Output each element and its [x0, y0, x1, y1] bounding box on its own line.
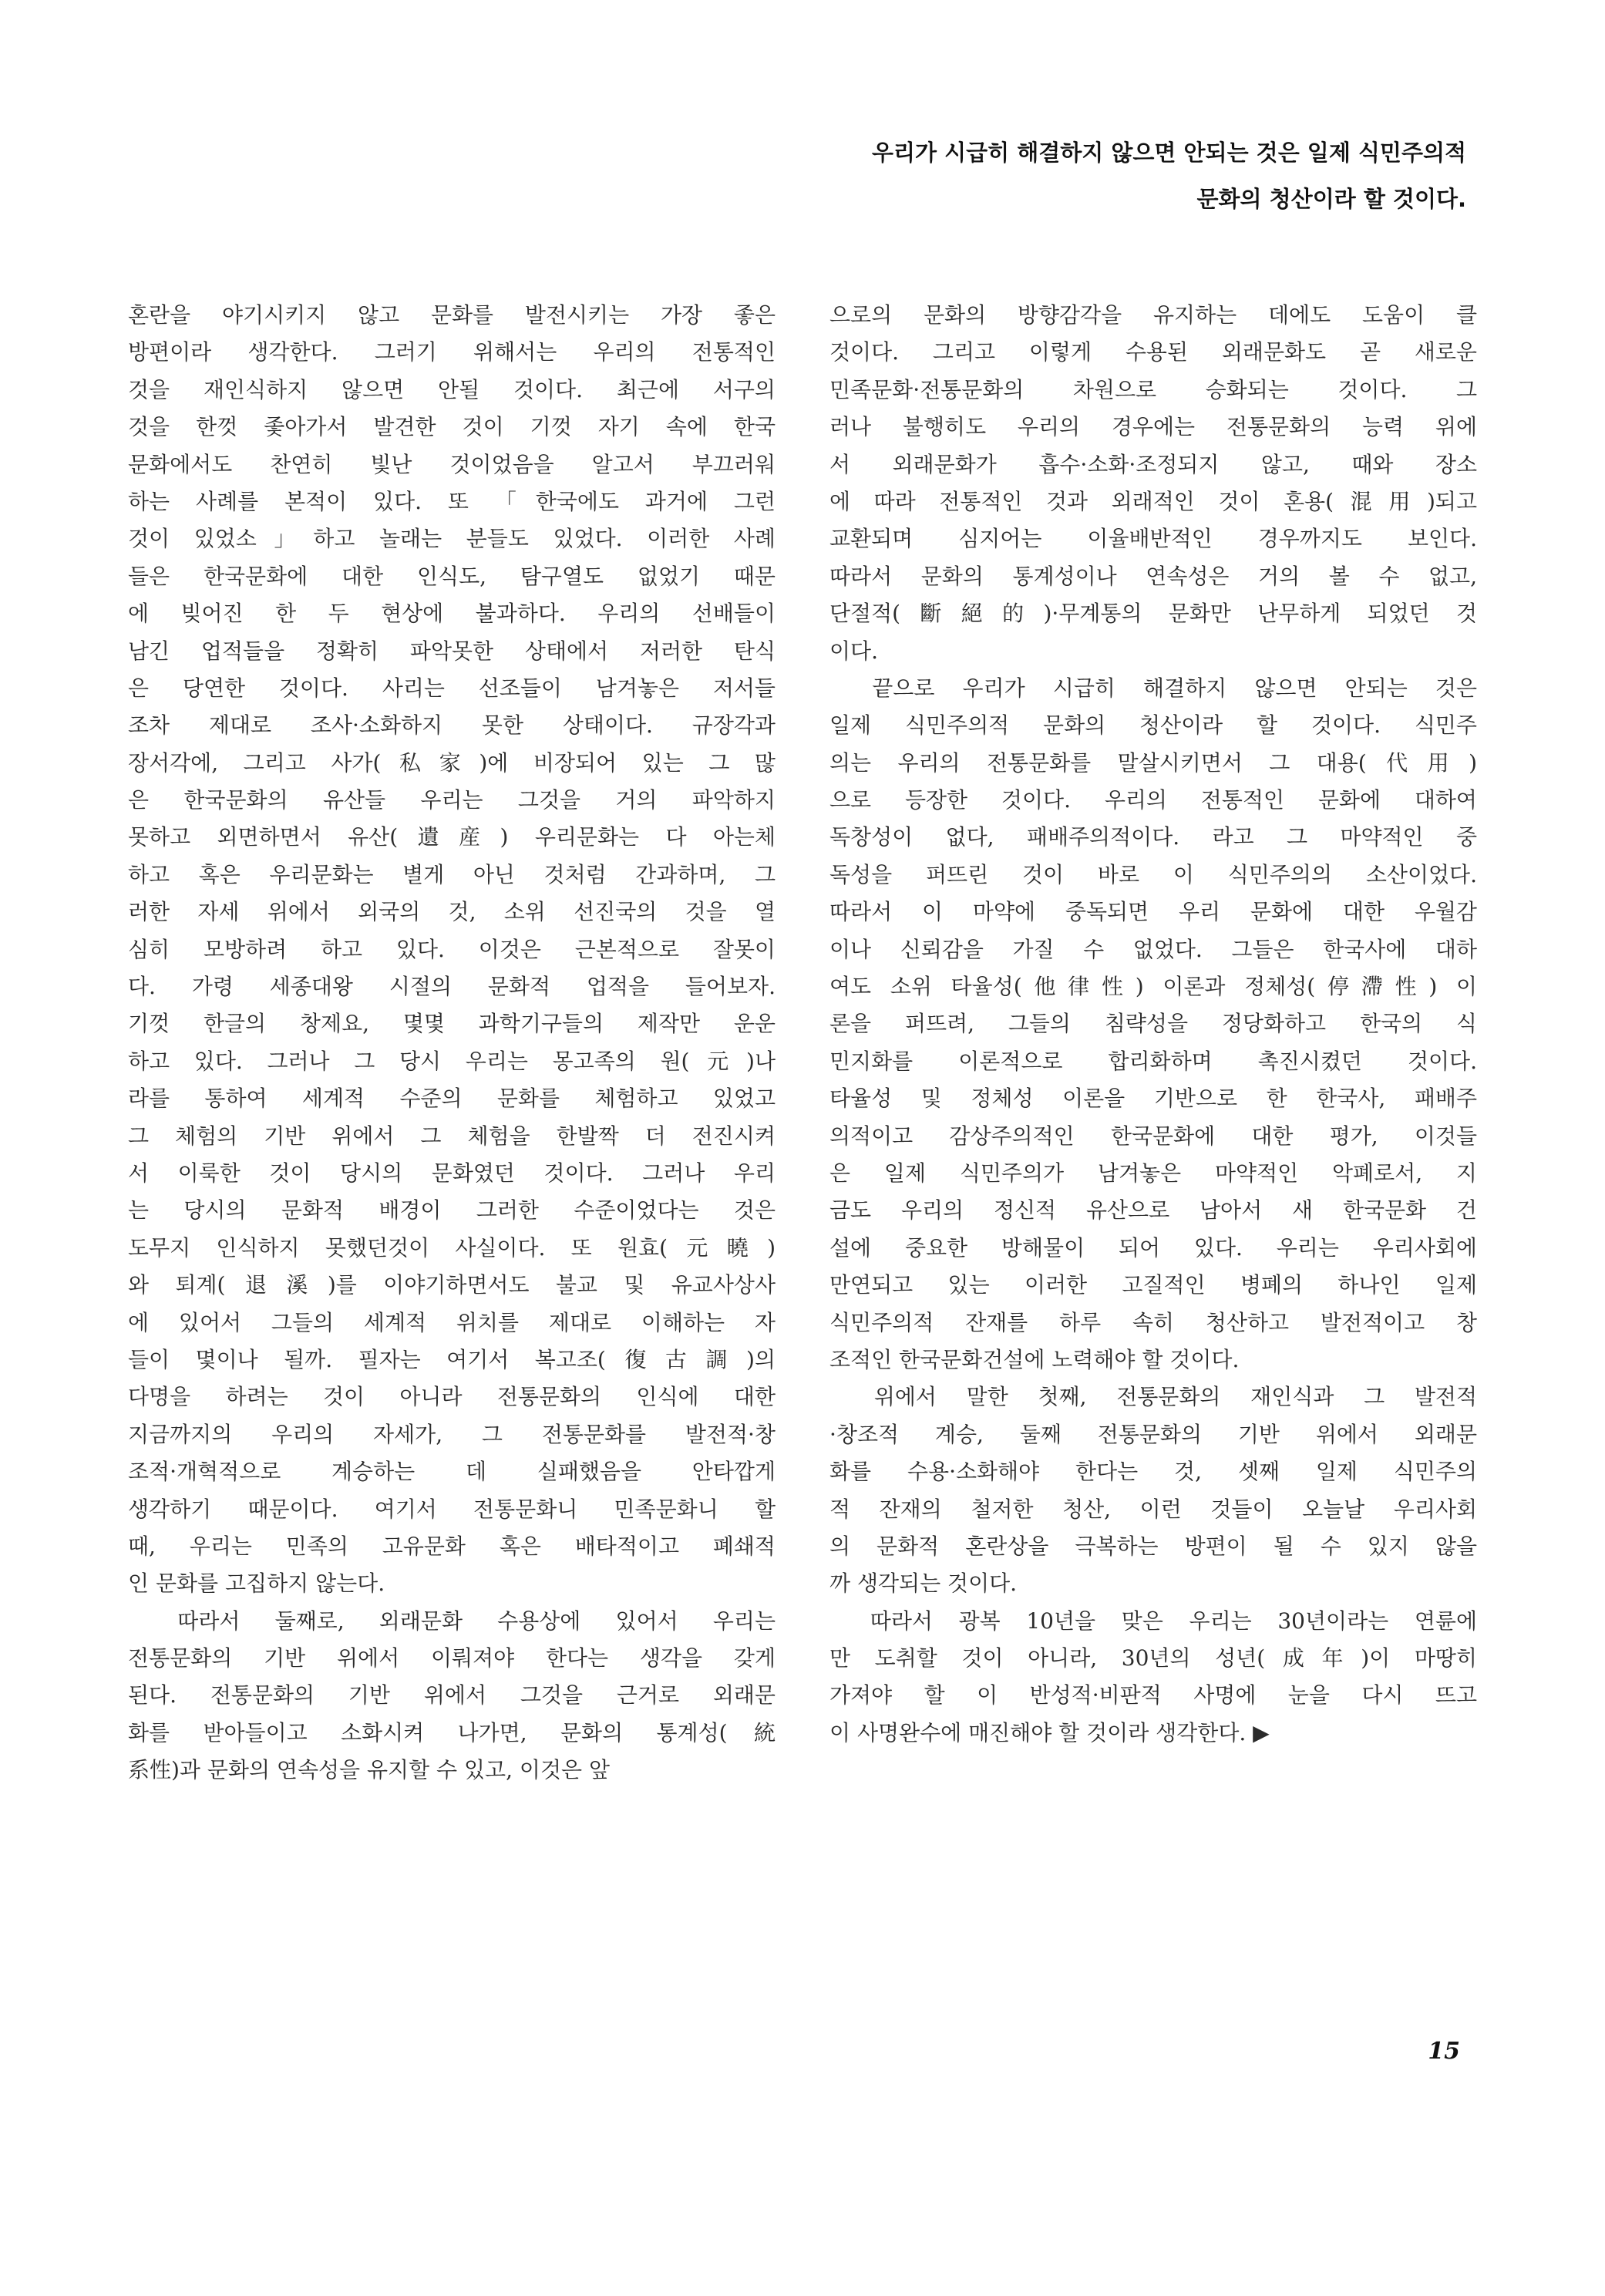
text-line: 하는 사례를 본적이 있다. 또 「한국에도 과거에 그런	[128, 488, 776, 514]
text-line: 하고 있다. 그러나 그 당시 우리는 몽고족의 원(元)나	[128, 1048, 776, 1074]
text-line: 민지화를 이론적으로 합리화하며 촉진시켰던 것이다.	[829, 1048, 1477, 1074]
text-line: 가져야 할 이 반성적·비판적 사명에 눈을 다시 뜨고	[829, 1682, 1477, 1709]
text-line: 론을 퍼뜨려, 그들의 침략성을 정당화하고 한국의 식	[829, 1011, 1477, 1037]
text-line: 일제 식민주의적 문화의 청산이라 할 것이다. 식민주	[829, 712, 1477, 739]
text-line: 것이 있었소」하고 놀래는 분들도 있었다. 이러한 사례	[128, 526, 776, 552]
text-line: 인 문화를 고집하지 않는다.	[128, 1571, 385, 1597]
text-line: 장서각에, 그리고 사가(私家)에 비장되어 있는 그 많	[128, 749, 776, 776]
text-line: 전통문화의 기반 위에서 이뤄져야 한다는 생각을 갖게	[128, 1645, 776, 1672]
text-line: 은 한국문화의 유산들 우리는 그것을 거의 파악하지	[128, 787, 776, 813]
text-line: 의는 우리의 전통문화를 말살시키면서 그 대용(代用)	[829, 749, 1477, 776]
text-line: 하고 혹은 우리문화는 별게 아닌 것처럼 간과하며, 그	[128, 861, 776, 887]
text-line: 들은 한국문화에 대한 인식도, 탐구열도 없었기 때문	[128, 563, 776, 589]
pull-quote	[618, 130, 1466, 222]
text-line: 기껏 한글의 창제요, 몇몇 과학기구들의 제작만 운운	[128, 1011, 776, 1037]
text-line: 것이다. 그리고 이렇게 수용된 외래문화도 곧 새로운	[829, 339, 1477, 365]
text-line: 적 잔재의 철저한 청산, 이런 것들이 오늘날 우리사회	[829, 1496, 1477, 1522]
left-text-column	[128, 297, 776, 1789]
text-line: 은 당연한 것이다. 사리는 선조들이 남겨놓은 저서들	[128, 675, 776, 701]
text-line: 조차 제대로 조사·소화하지 못한 상태이다. 규장각과	[128, 712, 776, 739]
text-line: 에 따라 전통적인 것과 외래적인 것이 혼용(混用)되고	[829, 488, 1477, 514]
text-line: 혼란을 야기시키지 않고 문화를 발전시키는 가장 좋은	[128, 302, 776, 328]
text-line: 러한 자세 위에서 외국의 것, 소위 선진국의 것을 열	[128, 899, 776, 925]
text-line: 된다. 전통문화의 기반 위에서 그것을 근거로 외래문	[128, 1682, 776, 1709]
text-line: 화를 받아들이고 소화시켜 나가면, 문화의 통계성(統	[128, 1719, 776, 1746]
text-line: 생각하기 때문이다. 여기서 전통문화니 민족문화니 할	[128, 1496, 776, 1522]
right-text-column	[829, 297, 1477, 1752]
text-line: 다명을 하려는 것이 아니라 전통문화의 인식에 대한	[128, 1384, 776, 1410]
text-line: 러나 불행히도 우리의 경우에는 전통문화의 능력 위에	[829, 414, 1477, 440]
text-line: 여도 소위 타율성(他律性) 이론과 정체성(停滯性) 이	[829, 974, 1477, 1000]
text-line: 것을 한껏 좇아가서 발견한 것이 기껏 자기 속에 한국	[128, 414, 776, 440]
text-line: 따라서 이 마약에 중독되면 우리 문화에 대한 우월감	[829, 899, 1477, 925]
text-line: 서 이룩한 것이 당시의 문화였던 것이다. 그러나 우리	[128, 1160, 776, 1186]
text-line: 의적이고 감상주의적인 한국문화에 대한 평가, 이것들	[829, 1123, 1477, 1149]
text-line: 다. 가령 세종대왕 시절의 문화적 업적을 들어보자.	[128, 974, 776, 1000]
text-line: 만 도취할 것이 아니라, 30년의 성년(成年)이 마땅히	[829, 1645, 1477, 1672]
text-line: 교환되며 심지어는 이율배반적인 경우까지도 보인다.	[829, 526, 1477, 552]
text-line: 와 퇴계(退溪)를 이야기하면서도 불교 및 유교사상사	[128, 1272, 776, 1298]
text-line: 조적·개혁적으로 계승하는 데 실패했음을 안타깝게	[128, 1459, 776, 1485]
pull-quote-line-2: 문화의 청산이라 할 것이다.	[1196, 186, 1466, 212]
text-line: 독성을 퍼뜨린 것이 바로 이 식민주의의 소산이었다.	[829, 861, 1477, 887]
text-line: 에 있어서 그들의 세계적 위치를 제대로 이해하는 자	[128, 1309, 776, 1335]
text-line: 조적인 한국문화건설에 노력해야 할 것이다.	[829, 1346, 1240, 1372]
text-line: 따라서 둘째로, 외래문화 수용상에 있어서 우리는	[128, 1608, 776, 1634]
text-line: 문화에서도 찬연히 빛난 것이었음을 알고서 부끄러워	[128, 451, 776, 477]
text-line: 것을 재인식하지 않으면 안될 것이다. 최근에 서구의	[128, 376, 776, 402]
text-line: 으로 등장한 것이다. 우리의 전통적인 문화에 대하여	[829, 787, 1477, 813]
page-number: 15	[1428, 2038, 1460, 2065]
text-line: 남긴 업적들을 정확히 파악못한 상태에서 저러한 탄식	[128, 638, 776, 664]
text-line: 화를 수용·소화해야 한다는 것, 셋째 일제 식민주의	[829, 1459, 1477, 1485]
text-line: 으로의 문화의 방향감각을 유지하는 데에도 도움이 클	[829, 302, 1477, 328]
text-line: 이다.	[829, 638, 878, 664]
text-line: 는 당시의 문화적 배경이 그러한 수준이었다는 것은	[128, 1197, 776, 1224]
text-line: 서 외래문화가 흡수·소화·조정되지 않고, 때와 장소	[829, 451, 1477, 477]
text-line: 끝으로 우리가 시급히 해결하지 않으면 안되는 것은	[829, 675, 1477, 701]
text-line: 만연되고 있는 이러한 고질적인 병폐의 하나인 일제	[829, 1272, 1477, 1298]
text-line: 도무지 인식하지 못했던것이 사실이다. 또 원효(元曉)	[128, 1234, 776, 1261]
text-line: 까 생각되는 것이다.	[829, 1571, 1018, 1597]
text-line: 단절적(斷絕的)·무계통의 문화만 난무하게 되었던 것	[829, 601, 1477, 627]
pull-quote-line-1: 우리가 시급히 해결하지 않으면 안되는 것은 일제 식민주의적	[871, 140, 1466, 166]
text-line: 식민주의적 잔재를 하루 속히 청산하고 발전적이고 창	[829, 1309, 1477, 1335]
text-line: 타율성 및 정체성 이론을 기반으로 한 한국사, 패배주	[829, 1086, 1477, 1112]
text-line: 설에 중요한 방해물이 되어 있다. 우리는 우리사회에	[829, 1234, 1477, 1261]
text-line: 그 체험의 기반 위에서 그 체험을 한발짝 더 전진시켜	[128, 1123, 776, 1149]
text-line: 라를 통하여 세계적 수준의 문화를 체험하고 있었고	[128, 1086, 776, 1112]
text-line: 심히 모방하려 하고 있다. 이것은 근본적으로 잘못이	[128, 936, 776, 962]
text-line: 금도 우리의 정신적 유산으로 남아서 새 한국문화 건	[829, 1197, 1477, 1224]
text-line: 系性)과 문화의 연속성을 유지할 수 있고, 이것은 앞	[128, 1757, 610, 1783]
text-line: 독창성이 없다, 패배주의적이다. 라고 그 마약적인 중	[829, 824, 1477, 850]
text-line: 따라서 문화의 통계성이나 연속성은 거의 볼 수 없고,	[829, 563, 1477, 589]
text-line: 민족문화·전통문화의 차원으로 승화되는 것이다. 그	[829, 376, 1477, 402]
text-line: 들이 몇이나 될까. 필자는 여기서 복고조(復古調)의	[128, 1346, 776, 1372]
text-line: ·창조적 계승, 둘째 전통문화의 기반 위에서 외래문	[829, 1421, 1477, 1447]
text-line: 지금까지의 우리의 자세가, 그 전통문화를 발전적·창	[128, 1421, 776, 1447]
text-line: 따라서 광복 10년을 맞은 우리는 30년이라는 연륜에	[829, 1608, 1477, 1634]
text-line: 이나 신뢰감을 가질 수 없었다. 그들은 한국사에 대하	[829, 936, 1477, 962]
text-line: 은 일제 식민주의가 남겨놓은 마약적인 악폐로서, 지	[829, 1160, 1477, 1186]
text-line: 위에서 말한 첫째, 전통문화의 재인식과 그 발전적	[829, 1384, 1477, 1410]
text-line: 이 사명완수에 매진해야 할 것이라 생각한다. ▶	[829, 1719, 1270, 1746]
text-line: 에 빚어진 한 두 현상에 불과하다. 우리의 선배들이	[128, 601, 776, 627]
text-line: 못하고 외면하면서 유산(遺産) 우리문화는 다 아는체	[128, 824, 776, 850]
text-line: 때, 우리는 민족의 고유문화 혹은 배타적이고 폐쇄적	[128, 1533, 776, 1559]
text-line: 방편이라 생각한다. 그러기 위해서는 우리의 전통적인	[128, 339, 776, 365]
text-line: 의 문화적 혼란상을 극복하는 방편이 될 수 있지 않을	[829, 1533, 1477, 1559]
